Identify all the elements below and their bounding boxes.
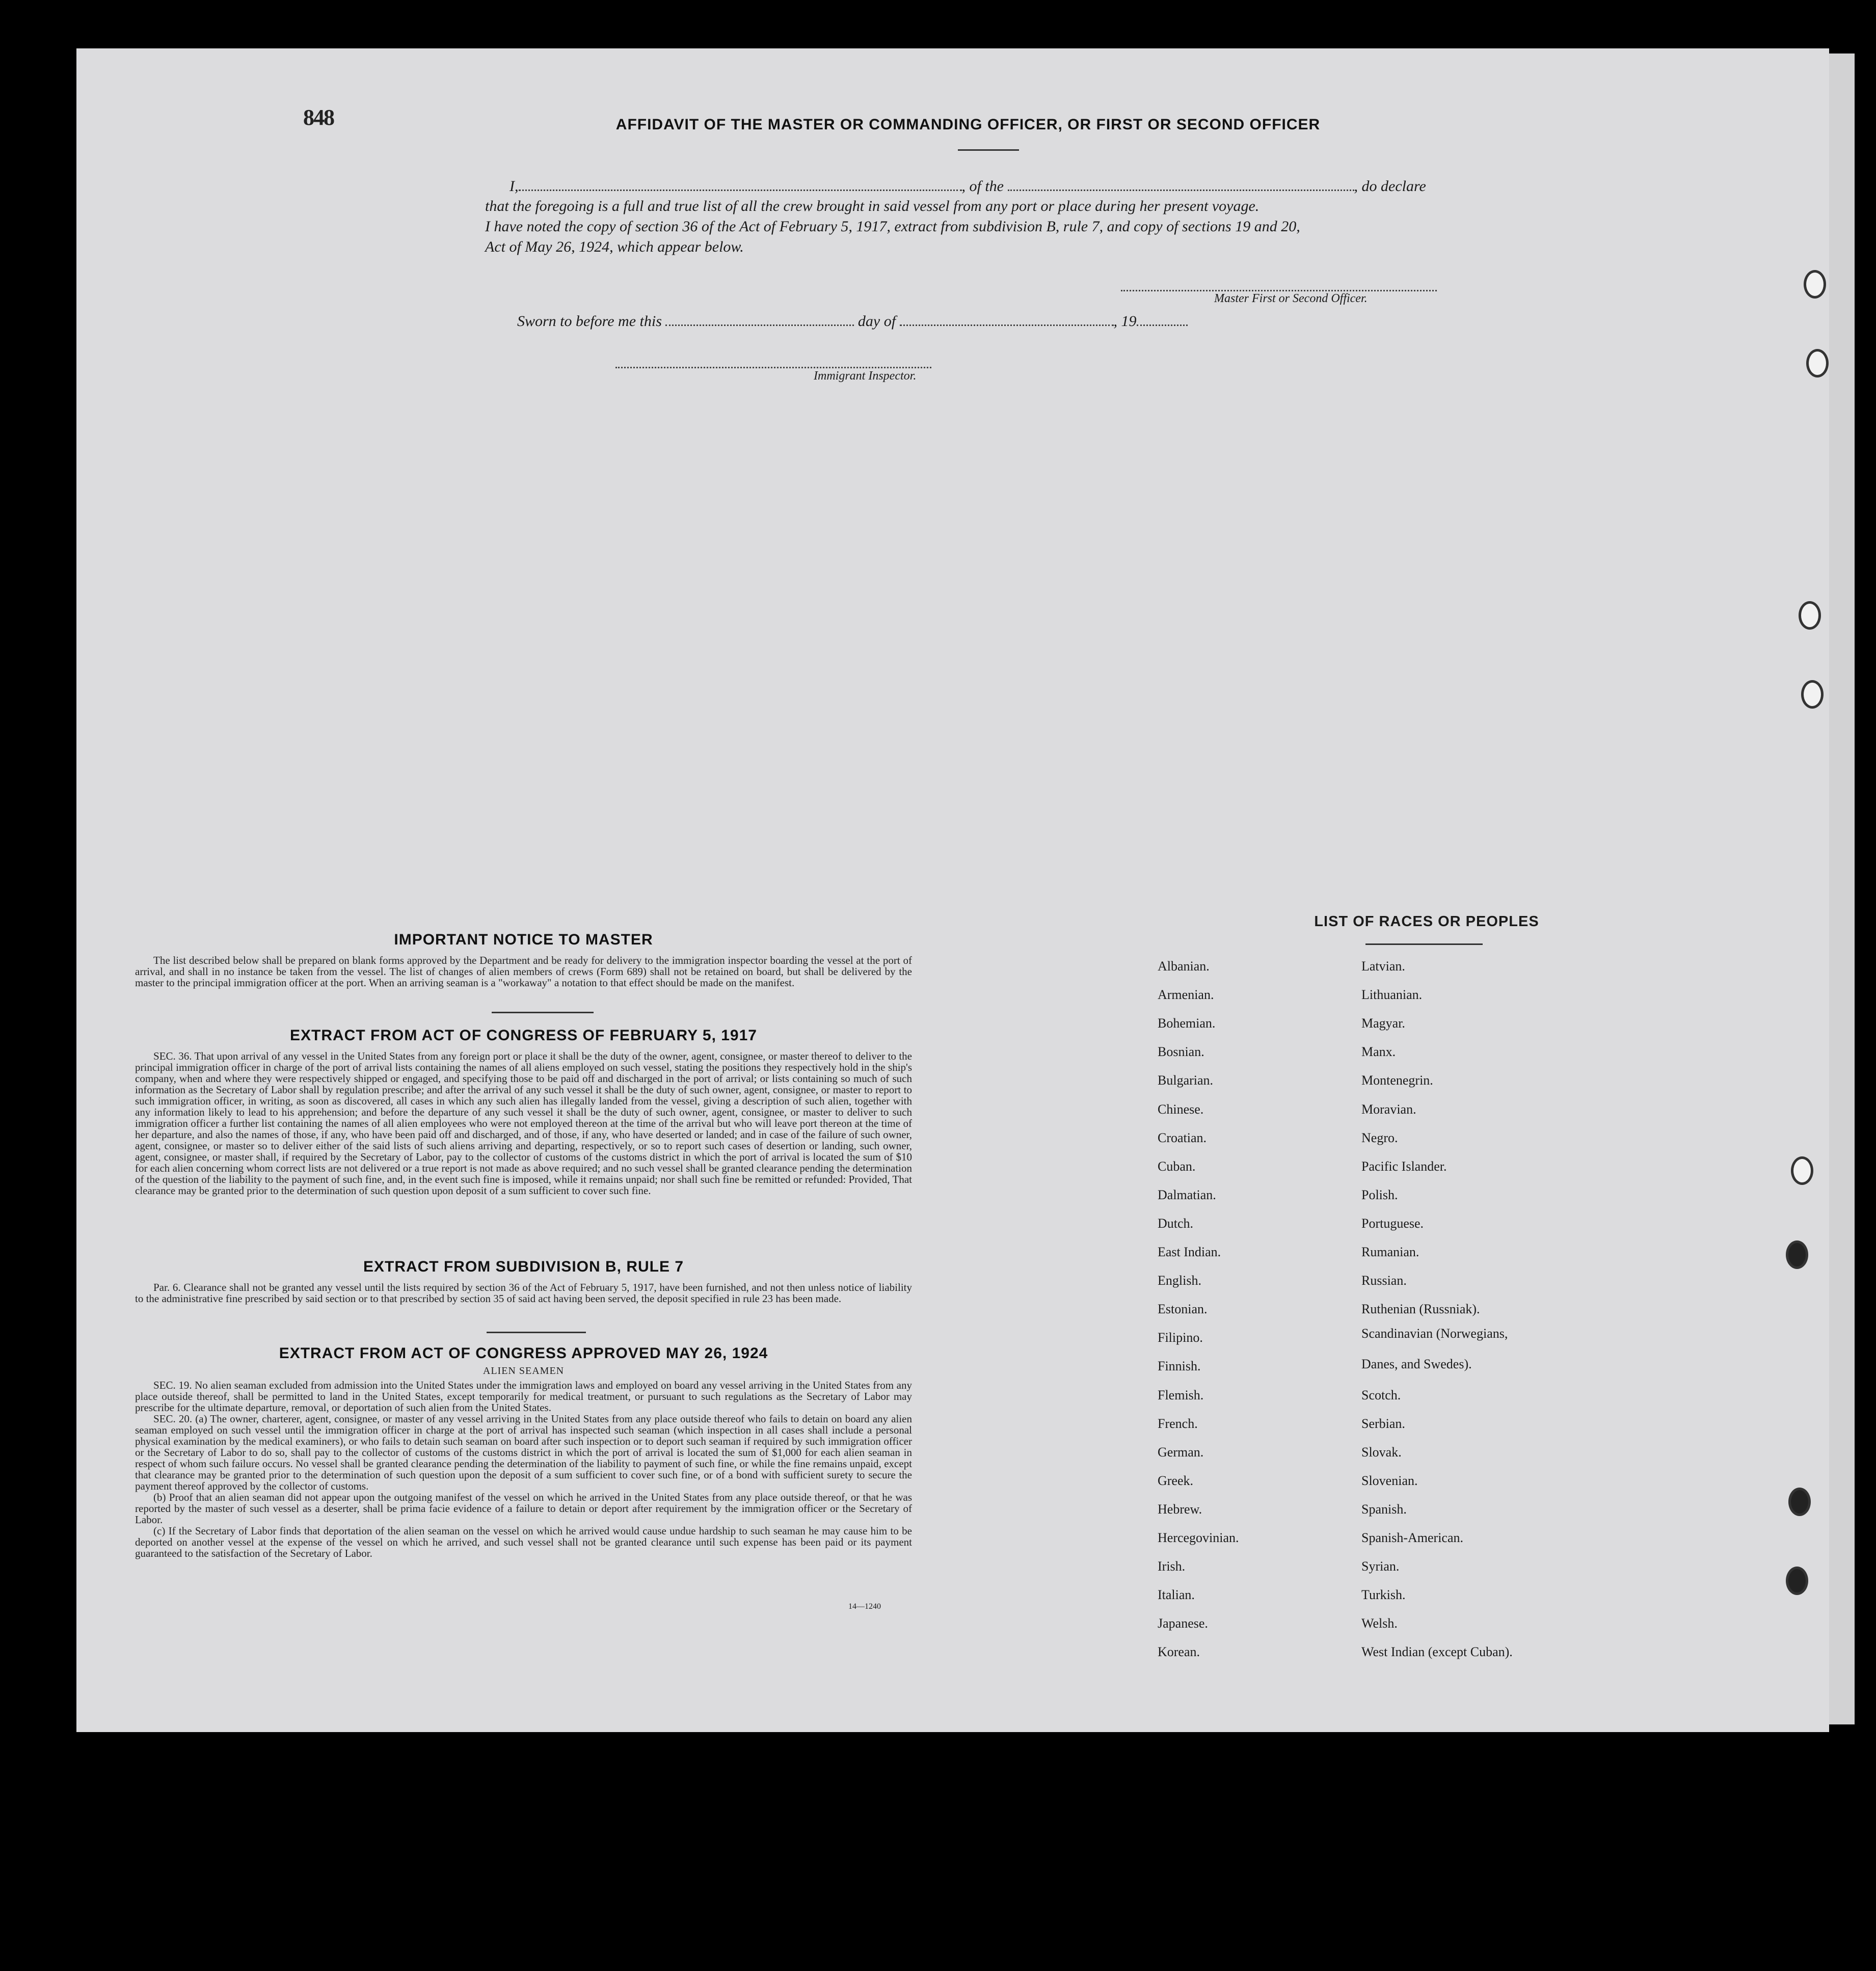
affidavit-line-2: that the foregoing is a full and true list of all the crew brought in said vessel from any port or place during her present voyage. xyxy=(485,198,1259,214)
punch-hole-icon xyxy=(1786,1567,1808,1595)
race-item: Spanish-American. xyxy=(1361,1530,1464,1545)
race-item: Dalmatian. xyxy=(1158,1187,1216,1202)
race-item: Flemish. xyxy=(1158,1387,1204,1402)
race-item: Irish. xyxy=(1158,1559,1186,1574)
affidavit-do-declare: , do declare xyxy=(1354,178,1426,195)
race-item: Syrian. xyxy=(1361,1559,1400,1574)
extract-rule7-title: EXTRACT FROM SUBDIVISION B, RULE 7 xyxy=(363,1258,684,1275)
notice-section xyxy=(135,931,912,988)
race-item: Magyar. xyxy=(1361,1016,1405,1031)
race-item: Negro. xyxy=(1361,1130,1398,1145)
race-item: English. xyxy=(1158,1273,1201,1288)
notice-text: The list described below shall be prepared on blank forms approved by the Department and be ready for delivery to the immigration inspector boarding the vessel at the port of arrival, and shall in no instance be taken from the vessel. The list of changes of alien members of crews (Form 689) shall not be retained on board, but shall be delivered by the master to the principal immigration officer at the port. When an arriving seaman is a "workaway" a notation to that effect should be made on the manifest. xyxy=(135,954,912,989)
master-signature-caption: Master First or Second Officer. xyxy=(1214,292,1368,305)
race-item: Filipino. xyxy=(1158,1330,1203,1345)
punch-hole-icon xyxy=(1799,601,1821,630)
year-blank xyxy=(1137,312,1188,326)
extract-1917-text: SEC. 36. That upon arrival of any vessel in the United States from any foreign port or place it shall be the duty of the owner, agent, consignee, or master thereof to deliver to the principal immigration officer in charge of the port of arrival lists containing the names of all aliens employed on such vessel, stating the positions they respectively hold in the ship's company, when and where they were respectively shipped or engaged, and specifying those to be paid off and discharged in the port of arrival; or lists containing so much of such information as the Secretary of Labor shall by regulation prescribe; and after the arrival of any such vessel it shall be the duty of such owner, agent, consignee, or master to report to such immigration officer, in writing, as soon as discovered, all cases in which any such alien has illegally landed from the vessel, giving a description of such alien, together with any information likely to lead to his apprehension; and before the departure of any such vessel it shall be the duty of such owner, agent, consignee, or master to deliver to such immigration officer a further list containing the names of all alien employees who were not employed thereon at the time of the arrival but who will leave port thereon at the time of her departure, and also the names of those, if any, who have been paid off and discharged, and of those, if any, who have deserted or landed; and in case of the failure of such owner, agent, consignee, or master so to deliver either of the said lists of such aliens arriving and departing, respectively, or so to report such cases of desertion or landing, such owner, agent, consignee, or master shall, if required by the Secretary of Labor, pay to the collector of customs of the customs district in which the port of arrival is located the sum of $10 for each alien concerning whom correct lists are not delivered or a true report is not made as above required; and no such vessel shall be granted clearance pending the determination of the question of the liability to the payment of such fine, and, in the event such fine is imposed, while it remains unpaid; nor shall such fine be remitted or refunded: Provided, That clearance may be granted prior to the determination of such question upon deposit of a sum sufficient to cover such fine. xyxy=(135,1050,912,1197)
sec20c-text: (c) If the Secretary of Labor finds that deportation of the alien seaman on the vessel on which he arrived would cause undue hardship to such seaman he may cause him to be deported on another vessel at the expense of the vessel on which he arrived, and such vessel shall not be granted clearance until such expense has been paid or its payment guaranteed to the satisfaction of the Secretary of Labor. xyxy=(135,1525,912,1559)
name-blank xyxy=(519,177,962,191)
extract-1924-subtitle: ALIEN SEAMEN xyxy=(483,1365,565,1376)
sec20a-text: SEC. 20. (a) The owner, charterer, agent, consignee, or master of any vessel arriving in the United States from any place outside thereof who fails to detain on board any alien seaman employed on such vessel until the immigration officer in charge at the port of arrival has inspected such seaman (which inspection in all cases shall include a personal physical examination by the medical examiners), or who fails to detain such seaman on board after such inspection or to deport such seaman if required by such immigration officer or the Secretary of Labor to do so, shall pay to the collector of customs of the customs district in which the port of arrival is located the sum of $1,000 for each alien seaman in respect of whom such failure occurs. No vessel shall be granted clearance pending the determination of the liability to payment of such fine, or while the fine remains unpaid, except that clearance may be granted prior to the determination of such question upon the deposit of a sum sufficient to cover such fine, or of a bond with sufficient surety to secure the payment thereof approved by the collector of customs. xyxy=(135,1413,912,1492)
extract-rule7-text: Par. 6. Clearance shall not be granted any vessel until the lists required by section 36 of the Act of February 5, 1917, have been furnished, and not then unless notice of liability to the administrative fine prescribed by said section or to that prescribed by section 35 of said act having been served, the deposit specified in rule 23 has been made. xyxy=(135,1281,912,1305)
extract-1924-section xyxy=(135,1345,912,1559)
race-item: East Indian. xyxy=(1158,1245,1221,1259)
race-item: Danes, and Swedes). xyxy=(1361,1357,1472,1371)
race-item: French. xyxy=(1158,1416,1198,1431)
title-rule xyxy=(958,149,1019,151)
race-item: Cuban. xyxy=(1158,1158,1196,1174)
race-item: Latvian. xyxy=(1361,959,1405,974)
race-item: Ruthenian (Russniak). xyxy=(1361,1302,1480,1317)
race-item: Croatian. xyxy=(1158,1130,1207,1145)
sworn-line xyxy=(517,312,1188,330)
races-title-rule xyxy=(1365,943,1483,945)
race-item: Slovenian. xyxy=(1361,1473,1418,1488)
race-item: Slovak. xyxy=(1361,1444,1402,1460)
section-rule xyxy=(487,1332,586,1333)
race-item: Armenian. xyxy=(1158,987,1214,1003)
punch-hole-icon xyxy=(1804,270,1826,299)
races-title: LIST OF RACES OR PEOPLES xyxy=(1314,913,1539,930)
race-item: Estonian. xyxy=(1158,1302,1208,1317)
extract-1917-title: EXTRACT FROM ACT OF CONGRESS OF FEBRUARY 5, 1917 xyxy=(290,1027,757,1044)
race-item: Japanese. xyxy=(1158,1616,1208,1631)
race-item: Italian. xyxy=(1158,1587,1195,1603)
extract-1924-title: EXTRACT FROM ACT OF CONGRESS APPROVED MAY 26, 1924 xyxy=(279,1345,768,1362)
race-item: Welsh. xyxy=(1361,1616,1398,1631)
race-item: Manx. xyxy=(1361,1044,1396,1060)
race-item: Polish. xyxy=(1361,1187,1398,1202)
race-item: Hebrew. xyxy=(1158,1501,1202,1517)
race-item: Scotch. xyxy=(1361,1387,1401,1402)
race-item: Rumanian. xyxy=(1361,1245,1419,1259)
race-item: Bohemian. xyxy=(1158,1016,1216,1031)
punch-hole-icon xyxy=(1791,1156,1813,1185)
affidavit-i: I, xyxy=(510,178,519,195)
sec20b-text: (b) Proof that an alien seaman did not appear upon the outgoing manifest of the vessel on which he arrived in the United States from any place outside thereof, or that he was reported by the master of such vessel as a deserter, shall be prima facie evidence of a failure to detain or deport after requirement by the immigration officer or the Secretary of Labor. xyxy=(135,1491,912,1526)
race-item: Turkish. xyxy=(1361,1587,1406,1603)
extract-1917-section xyxy=(135,1027,912,1196)
race-item: Bosnian. xyxy=(1158,1044,1204,1060)
affidavit-title: AFFIDAVIT OF THE MASTER OR COMMANDING OFFICER, OR FIRST OR SECOND OFFICER xyxy=(615,116,1321,133)
sec19-text: SEC. 19. No alien seaman excluded from admission into the United States under the immigration laws and employed on board any vessel arriving in the United States from any place outside thereof, shall be permitted to land in the United States, except temporarily for medical treatment, or pursuant to such regulations as the Secretary of Labor may prescribe for the ultimate departure, removal, or deportation of such alien from the United States. xyxy=(135,1379,912,1414)
race-item: Spanish. xyxy=(1361,1501,1407,1517)
year-prefix: , 19 xyxy=(1113,313,1137,330)
extract-rule7-section xyxy=(135,1258,912,1304)
race-item: Hercegovinian. xyxy=(1158,1530,1239,1545)
notice-title: IMPORTANT NOTICE TO MASTER xyxy=(394,931,653,948)
affidavit-declaration-line xyxy=(510,177,1426,195)
day-of-text: day of xyxy=(857,313,896,330)
inspector-signature-line xyxy=(615,367,931,368)
race-item: Bulgarian. xyxy=(1158,1073,1214,1088)
race-item: Moravian. xyxy=(1361,1101,1416,1117)
race-item: West Indian (except Cuban). xyxy=(1361,1644,1513,1660)
race-item: Albanian. xyxy=(1158,959,1210,974)
race-item: Greek. xyxy=(1158,1473,1194,1488)
punch-hole-icon xyxy=(1788,1488,1811,1516)
race-item: Russian. xyxy=(1361,1273,1407,1288)
inspector-signature-caption: Immigrant Inspector. xyxy=(814,369,917,383)
sworn-month-blank xyxy=(900,312,1114,326)
vessel-blank xyxy=(1008,177,1354,191)
race-item: Dutch. xyxy=(1158,1216,1194,1231)
punch-hole-icon xyxy=(1801,680,1824,709)
race-item: Korean. xyxy=(1158,1644,1200,1660)
section-rule xyxy=(492,1012,594,1013)
race-item: Montenegrin. xyxy=(1361,1073,1433,1088)
race-item: Lithuanian. xyxy=(1361,987,1423,1003)
affidavit-line-3: I have noted the copy of section 36 of the Act of February 5, 1917, extract from subdivision B, rule 7, and copy of sections 19 and 20, xyxy=(485,218,1300,235)
punch-hole-icon xyxy=(1786,1240,1808,1269)
corner-mark: 848 xyxy=(303,105,334,130)
race-item: Pacific Islander. xyxy=(1361,1158,1447,1174)
sworn-day-blank xyxy=(665,312,854,326)
master-signature-line xyxy=(1121,290,1437,291)
punch-hole-icon xyxy=(1806,349,1829,377)
race-item: Chinese. xyxy=(1158,1101,1204,1117)
affidavit-of-the: , of the xyxy=(961,178,1004,195)
race-item: Finnish. xyxy=(1158,1359,1201,1374)
race-item: Portuguese. xyxy=(1361,1216,1424,1231)
form-number: 14—1240 xyxy=(848,1602,881,1611)
affidavit-line-4: Act of May 26, 1924, which appear below. xyxy=(485,238,744,255)
race-item: German. xyxy=(1158,1444,1204,1460)
race-item: Serbian. xyxy=(1361,1416,1405,1431)
race-item: Scandinavian (Norwegians, xyxy=(1361,1326,1508,1341)
sworn-text: Sworn to before me this xyxy=(517,313,662,330)
